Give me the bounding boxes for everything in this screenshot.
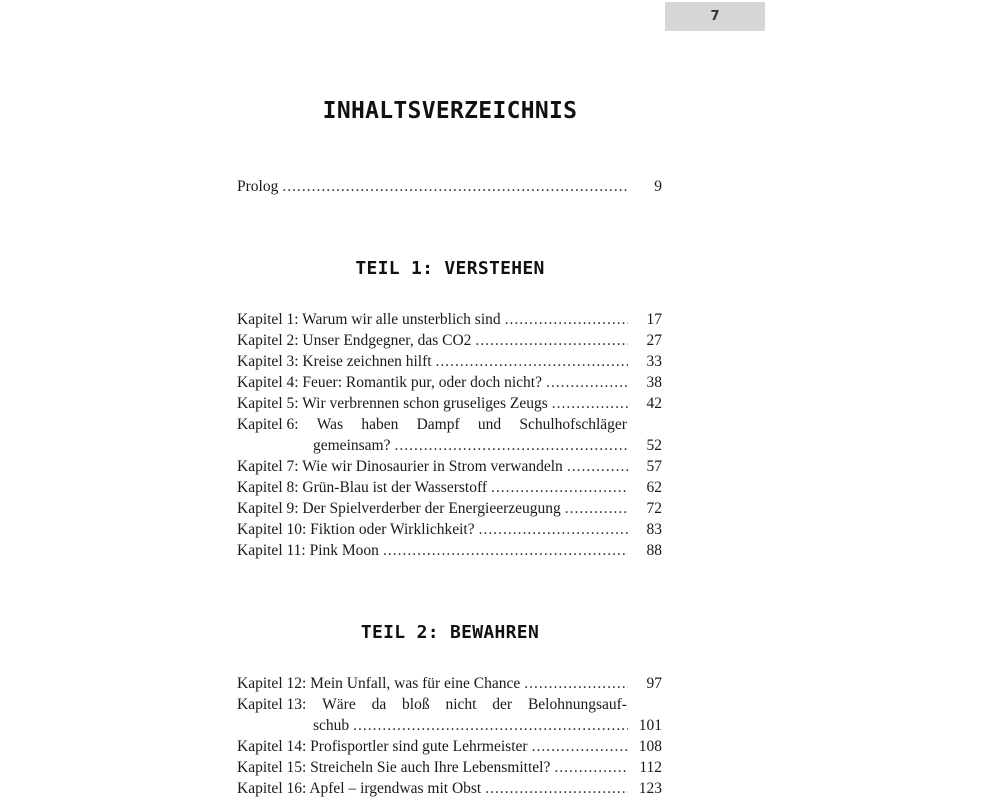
dot-leader (524, 673, 628, 694)
dot-leader (532, 736, 628, 757)
dot-leader (436, 351, 628, 372)
toc-entry-label: Kapitel 2: Unser Endgegner, das CO2 (237, 332, 472, 349)
toc-entry-chapter-2[interactable] (237, 330, 662, 351)
toc-entry-label-word: Kapitel 6: (237, 416, 299, 433)
toc-entry-label-word: bloß (402, 696, 430, 713)
toc-entry-label-word: da (371, 696, 387, 713)
toc-entry-page: 108 (638, 738, 662, 755)
page-number-tab (665, 2, 765, 31)
toc-entry-label: Kapitel 9: Der Spielverderber der Energieerzeugung (237, 500, 561, 517)
page-number: 7 (710, 9, 720, 24)
toc-entry-page: 38 (646, 374, 662, 391)
toc-entry-chapter-4[interactable] (237, 372, 662, 393)
toc-entry-page: 57 (646, 458, 662, 475)
toc-entry-chapter-9[interactable] (237, 498, 662, 519)
toc-entry-page: 88 (646, 542, 662, 559)
toc-entry-page: 101 (638, 717, 662, 734)
toc-entry-label: Kapitel 15: Streicheln Sie auch Ihre Lebensmittel? (237, 759, 551, 776)
toc-entry-label-word: haben (361, 416, 399, 433)
toc-entry-chapter-10[interactable] (237, 519, 662, 540)
toc-entry-label: Prolog (237, 178, 279, 195)
toc-entry-chapter-6[interactable] (237, 414, 662, 456)
toc-entry-chapter-11[interactable] (237, 540, 662, 561)
toc-entry-chapter-7[interactable] (237, 456, 662, 477)
toc-entry-chapter-5[interactable] (237, 393, 662, 414)
dot-leader (475, 330, 628, 351)
dot-leader (485, 778, 628, 799)
toc-entry-label-word: und (477, 416, 502, 433)
dot-leader (567, 456, 628, 477)
toc-entry-chapter-8[interactable] (237, 477, 662, 498)
toc-entry-chapter-1[interactable] (237, 309, 662, 330)
toc-entry-label: Kapitel 14: Profisportler sind gute Lehrmeister (237, 738, 528, 755)
toc-entry-page: 9 (654, 178, 662, 195)
toc-entry-label: Kapitel 1: Warum wir alle unsterblich sind (237, 311, 501, 328)
dot-leader (552, 393, 628, 414)
dot-leader (505, 309, 628, 330)
dot-leader (282, 176, 628, 197)
toc-entry-label: Kapitel 3: Kreise zeichnen hilft (237, 353, 432, 370)
toc-entry-chapter-14[interactable] (237, 736, 662, 757)
dot-leader (353, 715, 628, 736)
toc-entry-chapter-16[interactable] (237, 778, 662, 799)
dot-leader (565, 498, 628, 519)
toc-entry-label-word: der (492, 696, 513, 713)
toc-entry-chapter-3[interactable] (237, 351, 662, 372)
toc-entry-label: Kapitel 10: Fiktion oder Wirklichkeit? (237, 521, 475, 538)
toc-entry-label: Kapitel 8: Grün-Blau ist der Wasserstoff (237, 479, 488, 496)
toc-entry-label: Kapitel 7: Wie wir Dinosaurier in Strom verwandeln (237, 458, 563, 475)
dot-leader (491, 477, 628, 498)
toc-entry-chapter-13[interactable] (237, 694, 662, 736)
toc-entry-label-word: nicht (445, 696, 477, 713)
toc-entry-label: Kapitel 4: Feuer: Romantik pur, oder doch nicht? (237, 374, 542, 391)
dot-leader (546, 372, 628, 393)
dot-leader (479, 519, 628, 540)
page-title: INHALTSVERZEICHNIS (322, 98, 578, 124)
toc-entry-page: 42 (646, 395, 662, 412)
toc-entry-chapter-12[interactable] (237, 673, 662, 694)
dot-leader (394, 435, 628, 456)
toc-entry-page: 17 (646, 311, 662, 328)
toc-entry-label: Kapitel 5: Wir verbrennen schon gruseliges Zeugs (237, 395, 548, 412)
toc-entry-prolog[interactable] (237, 176, 662, 197)
toc-entry-label-word: Was (316, 416, 344, 433)
toc-entry-page: 33 (646, 353, 662, 370)
toc-entry-label-continuation: gemeinsam? (313, 437, 391, 454)
toc-entry-page: 112 (639, 759, 662, 776)
toc-entry-chapter-15[interactable] (237, 757, 662, 778)
toc-entry-page: 97 (646, 675, 662, 692)
toc-entry-label-word: Schulhofschläger (519, 416, 627, 433)
toc-entry-page: 123 (638, 780, 662, 797)
dot-leader (554, 757, 628, 778)
toc-entry-label-continuation: schub (313, 717, 350, 734)
part-1-heading: TEIL 1: VERSTEHEN (355, 258, 545, 279)
part-2-heading: TEIL 2: BEWAHREN (360, 622, 540, 643)
toc-entry-label-word: Dampf (416, 416, 460, 433)
toc-entry-page: 72 (646, 500, 662, 517)
toc-entry-label: Kapitel 16: Apfel – irgendwas mit Obst (237, 780, 482, 797)
toc-entry-label: Kapitel 11: Pink Moon (237, 542, 379, 559)
toc-entry-page: 52 (646, 437, 662, 454)
toc-entry-page: 27 (646, 332, 662, 349)
toc-entry-label-word: Kapitel 13: (237, 696, 307, 713)
toc-entry-label-word: Belohnungsauf- (527, 696, 627, 713)
toc-entry-label: Kapitel 12: Mein Unfall, was für eine Chance (237, 675, 521, 692)
toc-entry-page: 62 (646, 479, 662, 496)
toc-entry-page: 83 (646, 521, 662, 538)
toc-entry-label-word: Wäre (322, 696, 356, 713)
dot-leader (383, 540, 628, 561)
